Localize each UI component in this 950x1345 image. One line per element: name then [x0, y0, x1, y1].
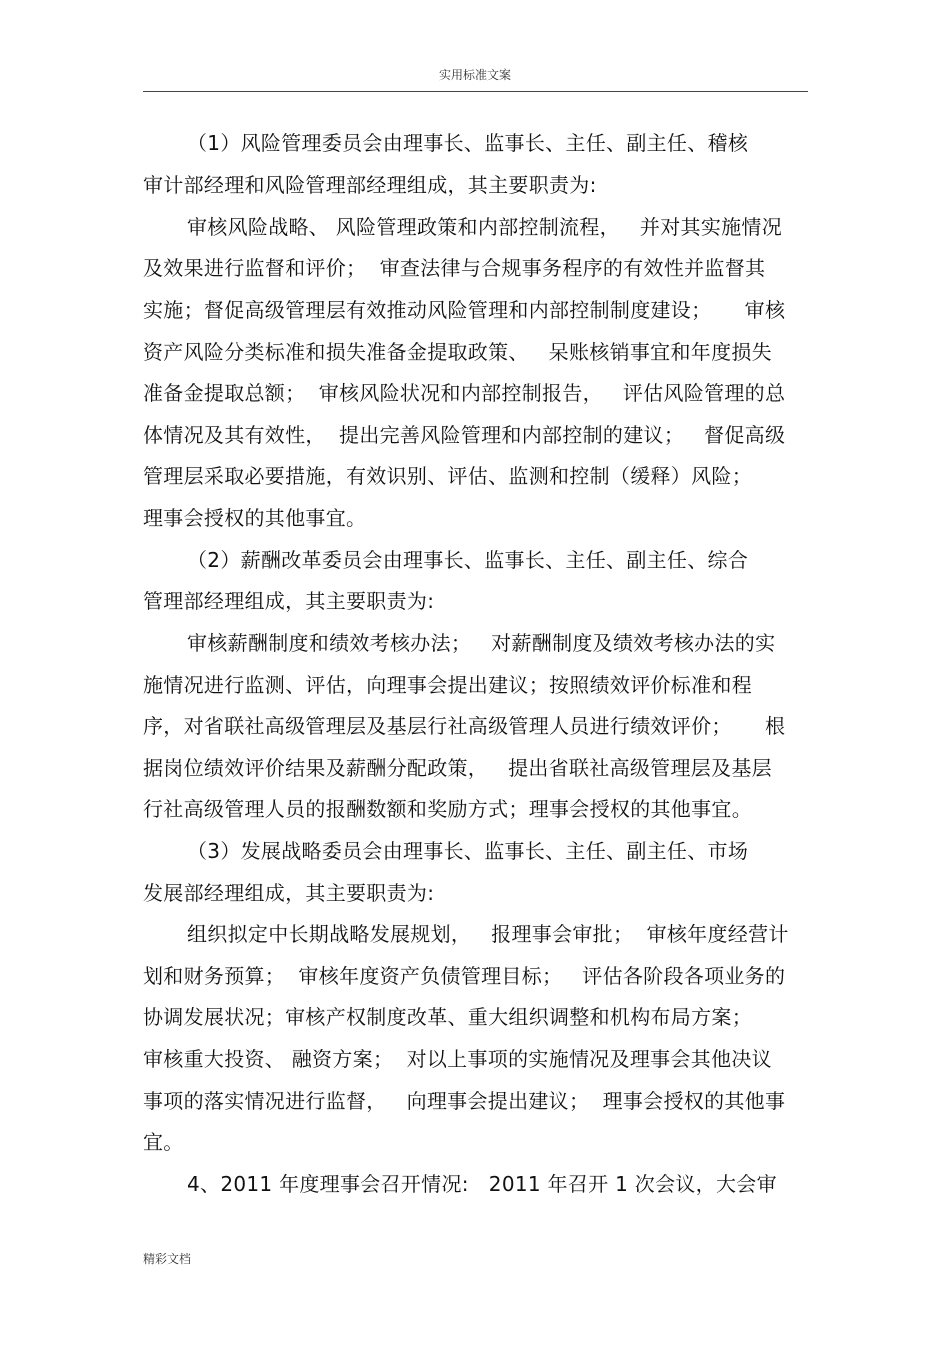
body-line: 资产风险分类标准和损失准备金提取政策、 呆账核销事宜和年度损失 [143, 340, 772, 364]
body-line: 审核风险战略、 风险管理政策和内部控制流程， 并对其实施情况 [187, 215, 783, 239]
body-line: 审核重大投资、 融资方案； 对以上事项的实施情况及理事会其他决议 [143, 1047, 772, 1071]
body-line: 实施；督促高级管理层有效推动风险管理和内部控制制度建设； 审核 [143, 298, 786, 322]
body-line: 序，对省联社高级管理层及基层行社高级管理人员进行绩效评价； 根 [143, 714, 786, 738]
body-line: 施情况进行监测、评估，向理事会提出建议；按照绩效评价标准和程 [143, 673, 752, 697]
body-line: 宜。 [143, 1130, 184, 1154]
body-line: 及效果进行监督和评价； 审查法律与合规事务程序的有效性并监督其 [143, 256, 766, 280]
page-header: 实用标准文案 [438, 68, 511, 82]
body-line: 据岗位绩效评价结果及薪酬分配政策， 提出省联社高级管理层及基层 [143, 756, 772, 780]
body-line: 4、2011 年度理事会召开情况: 2011 年召开 1 次会议，大会审 [187, 1172, 777, 1196]
body-line: 发展部经理组成，其主要职责为: [143, 881, 435, 905]
body-line: 体情况及其有效性， 提出完善风险管理和内部控制的建议； 督促高级 [143, 423, 786, 447]
body-line: （3）发展战略委员会由理事长、监事长、主任、副主任、市场 [187, 839, 749, 863]
body-line: 管理层采取必要措施，有效识别、评估、监测和控制（缓释）风险； [143, 464, 752, 488]
body-line: 准备金提取总额； 审核风险状况和内部控制报告， 评估风险管理的总 [143, 381, 786, 405]
body-line: 划和财务预算； 审核年度资产负债管理目标； 评估各阶段各项业务的 [143, 964, 786, 988]
body-line: （1）风险管理委员会由理事长、监事长、主任、副主任、稽核 [187, 131, 749, 155]
body-line: 理事会授权的其他事宜。 [143, 506, 367, 530]
body-line: 审计部经理和风险管理部经理组成，其主要职责为: [143, 173, 597, 197]
body-line: 管理部经理组成，其主要职责为: [143, 589, 435, 613]
body-line: 审核薪酬制度和绩效考核办法； 对薪酬制度及绩效考核办法的实 [187, 631, 776, 655]
body-line: 协调发展状况；审核产权制度改革、重大组织调整和机构布局方案； [143, 1005, 752, 1029]
body-line: 事项的落实情况进行监督， 向理事会提出建议； 理事会授权的其他事 [143, 1089, 786, 1113]
body-line: 组织拟定中长期战略发展规划， 报理事会审批； 审核年度经营计 [187, 922, 789, 946]
header-divider [143, 91, 808, 92]
page-footer: 精彩文档 [143, 1252, 192, 1266]
body-line: 行社高级管理人员的报酬数额和奖励方式；理事会授权的其他事宜。 [143, 797, 752, 821]
body-line: （2）薪酬改革委员会由理事长、监事长、主任、副主任、综合 [187, 548, 749, 572]
